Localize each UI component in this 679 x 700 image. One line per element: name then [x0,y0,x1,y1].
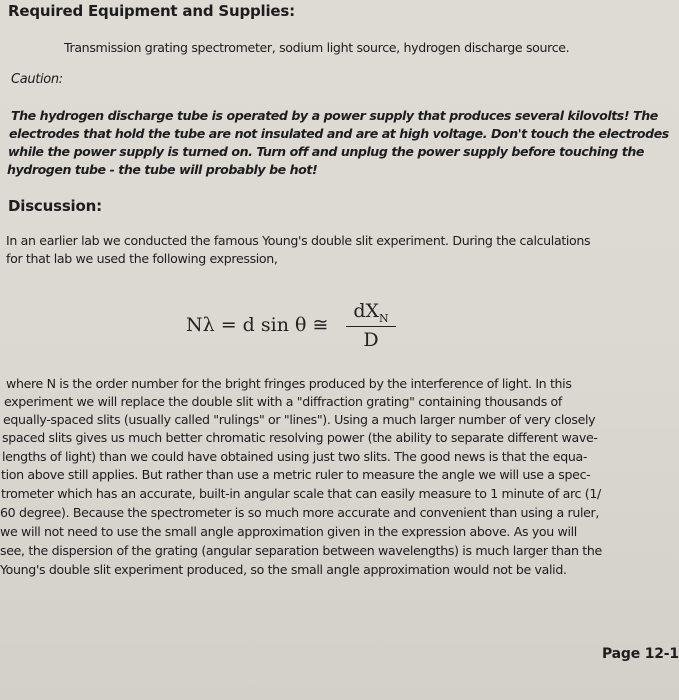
equation-denominator: D [363,329,379,352]
body-line: see, the dispersion of the grating (angular separation between wavelengths) is much larger than the [0,543,602,558]
body-line: where N is the order number for the bright fringes produced by the interference of light. In this [6,376,572,391]
body-line: trometer which has an accurate, built-in angular scale that can easily measure to 1 minute of arc (1/ [1,486,601,501]
equipment-text: Transmission grating spectrometer, sodium light source, hydrogen discharge source. [64,40,570,55]
equation-fraction [346,300,396,351]
caution-label: Caution: [11,72,63,87]
discussion-heading: Discussion: [8,197,102,215]
body-line: we will not need to use the small angle approximation given in the expression above. As you will [0,524,577,539]
fraction-bar [346,326,396,328]
body-line: spaced slits gives us much better chromatic resolving power (the ability to separate different wave- [2,430,598,445]
intro-line: for that lab we used the following expression, [6,251,278,266]
equation-lhs: Nλ = d sin θ ≅ [186,314,329,336]
equation-numerator [346,300,396,325]
body-line: tion above still applies. But rather than use a metric ruler to measure the angle we will use a spec- [1,467,591,482]
equipment-heading: Required Equipment and Supplies: [8,2,295,20]
body-line: Young's double slit experiment produced, so the small angle approximation would not be valid. [0,562,567,577]
numerator-subscript: N [379,311,389,325]
caution-line: while the power supply is turned on. Turn off and unplug the power supply before touching the [8,144,644,159]
body-line: lengths of light) than we could have obtained using just two slits. The good news is that the equa- [2,449,588,464]
body-line: equally-spaced slits (usually called "rulings" or "lines"). Using a much larger number of very closely [3,412,596,427]
caution-line: The hydrogen discharge tube is operated by a power supply that produces several kilovolts! The [11,108,658,123]
body-line: 60 degree). Because the spectrometer is so much more accurate and convenient than using a ruler, [0,505,599,520]
page-number: Page 12-1 [602,646,679,662]
caution-line: hydrogen tube - the tube will probably be hot! [7,162,318,177]
caution-line: electrodes that hold the tube are not insulated and are at high voltage. Don't touch the electrodes [9,126,669,141]
body-line: experiment we will replace the double slit with a "diffraction grating" containing thousands of [4,394,562,409]
numerator-text: dX [353,300,380,322]
intro-line: In an earlier lab we conducted the famous Young's double slit experiment. During the calculations [6,233,591,248]
